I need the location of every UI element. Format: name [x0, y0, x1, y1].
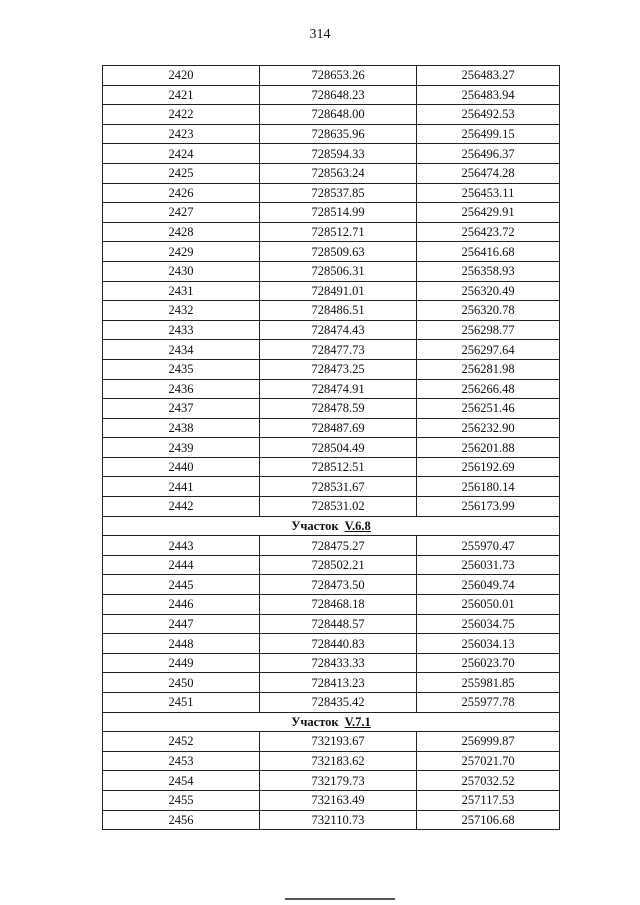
point-number-cell: 2430: [103, 261, 260, 281]
x-coordinate-cell: 728487.69: [260, 418, 417, 438]
x-coordinate-cell: 728531.67: [260, 477, 417, 497]
x-coordinate-cell: 728475.27: [260, 536, 417, 556]
y-coordinate-cell: 256499.15: [417, 124, 560, 144]
x-coordinate-cell: 728448.57: [260, 614, 417, 634]
y-coordinate-cell: 256483.94: [417, 85, 560, 105]
point-number-cell: 2441: [103, 477, 260, 497]
point-number-cell: 2420: [103, 66, 260, 86]
x-coordinate-cell: 728413.23: [260, 673, 417, 693]
table-row: [103, 634, 560, 654]
table-row: [103, 66, 560, 86]
x-coordinate-cell: 732179.73: [260, 771, 417, 791]
x-coordinate-cell: 728477.73: [260, 340, 417, 360]
x-coordinate-cell: 728478.59: [260, 399, 417, 419]
y-coordinate-cell: 256474.28: [417, 163, 560, 183]
y-coordinate-cell: 256173.99: [417, 497, 560, 517]
y-coordinate-cell: 256320.78: [417, 301, 560, 321]
x-coordinate-cell: 728474.91: [260, 379, 417, 399]
x-coordinate-cell: 732183.62: [260, 751, 417, 771]
table-row: [103, 693, 560, 713]
table-row: [103, 340, 560, 360]
y-coordinate-cell: 256298.77: [417, 320, 560, 340]
point-number-cell: 2443: [103, 536, 260, 556]
table-row: [103, 203, 560, 223]
table-row: [103, 261, 560, 281]
table-row: [103, 418, 560, 438]
bottom-edge-rule: [285, 898, 395, 900]
point-number-cell: 2442: [103, 497, 260, 517]
x-coordinate-cell: 728648.23: [260, 85, 417, 105]
table-row: [103, 144, 560, 164]
x-coordinate-cell: 728563.24: [260, 163, 417, 183]
table-row: [103, 320, 560, 340]
point-number-cell: 2455: [103, 790, 260, 810]
table-row: [103, 183, 560, 203]
x-coordinate-cell: 728653.26: [260, 66, 417, 86]
y-coordinate-cell: 256031.73: [417, 555, 560, 575]
y-coordinate-cell: 256023.70: [417, 653, 560, 673]
x-coordinate-cell: 728504.49: [260, 438, 417, 458]
x-coordinate-cell: 728474.43: [260, 320, 417, 340]
x-coordinate-cell: 728512.51: [260, 457, 417, 477]
table-row: [103, 614, 560, 634]
point-number-cell: 2436: [103, 379, 260, 399]
table-row: [103, 790, 560, 810]
point-number-cell: 2454: [103, 771, 260, 791]
x-coordinate-cell: 728435.42: [260, 693, 417, 713]
table-row: [103, 751, 560, 771]
x-coordinate-cell: 732163.49: [260, 790, 417, 810]
table-row: [103, 379, 560, 399]
table-row: [103, 438, 560, 458]
table-row: [103, 575, 560, 595]
table-row: [103, 242, 560, 262]
table-row: [103, 477, 560, 497]
y-coordinate-cell: 256496.37: [417, 144, 560, 164]
x-coordinate-cell: 728635.96: [260, 124, 417, 144]
x-coordinate-cell: 728473.50: [260, 575, 417, 595]
point-number-cell: 2444: [103, 555, 260, 575]
y-coordinate-cell: 256251.46: [417, 399, 560, 419]
table-row: [103, 810, 560, 830]
y-coordinate-cell: 256492.53: [417, 105, 560, 125]
page-number: 314: [309, 27, 331, 42]
y-coordinate-cell: 256483.27: [417, 66, 560, 86]
table-row: [103, 124, 560, 144]
section-header-row: [103, 516, 560, 536]
x-coordinate-cell: 728512.71: [260, 222, 417, 242]
point-number-cell: 2426: [103, 183, 260, 203]
point-number-cell: 2434: [103, 340, 260, 360]
x-coordinate-cell: 728502.21: [260, 555, 417, 575]
y-coordinate-cell: 256453.11: [417, 183, 560, 203]
table-row: [103, 497, 560, 517]
point-number-cell: 2447: [103, 614, 260, 634]
x-coordinate-cell: 732193.67: [260, 732, 417, 752]
x-coordinate-cell: 728594.33: [260, 144, 417, 164]
y-coordinate-cell: 255981.85: [417, 673, 560, 693]
x-coordinate-cell: 728473.25: [260, 359, 417, 379]
table-row: [103, 301, 560, 321]
y-coordinate-cell: 256049.74: [417, 575, 560, 595]
y-coordinate-cell: 256999.87: [417, 732, 560, 752]
table-row: [103, 281, 560, 301]
table-row: [103, 359, 560, 379]
y-coordinate-cell: 256320.49: [417, 281, 560, 301]
y-coordinate-cell: 255970.47: [417, 536, 560, 556]
point-number-cell: 2429: [103, 242, 260, 262]
point-number-cell: 2445: [103, 575, 260, 595]
x-coordinate-cell: 728506.31: [260, 261, 417, 281]
x-coordinate-cell: 728468.18: [260, 595, 417, 615]
point-number-cell: 2438: [103, 418, 260, 438]
y-coordinate-cell: 257021.70: [417, 751, 560, 771]
section-label: Участок: [291, 518, 339, 533]
x-coordinate-cell: 728440.83: [260, 634, 417, 654]
y-coordinate-cell: 256297.64: [417, 340, 560, 360]
point-number-cell: 2450: [103, 673, 260, 693]
point-number-cell: 2451: [103, 693, 260, 713]
table-row: [103, 771, 560, 791]
point-number-cell: 2453: [103, 751, 260, 771]
point-number-cell: 2423: [103, 124, 260, 144]
y-coordinate-cell: 256180.14: [417, 477, 560, 497]
table-row: [103, 163, 560, 183]
x-coordinate-cell: 728514.99: [260, 203, 417, 223]
x-coordinate-cell: 728537.85: [260, 183, 417, 203]
y-coordinate-cell: 255977.78: [417, 693, 560, 713]
point-number-cell: 2456: [103, 810, 260, 830]
y-coordinate-cell: 257117.53: [417, 790, 560, 810]
y-coordinate-cell: 256050.01: [417, 595, 560, 615]
table-row: [103, 653, 560, 673]
point-number-cell: 2433: [103, 320, 260, 340]
table-row: [103, 732, 560, 752]
table-row: [103, 555, 560, 575]
x-coordinate-cell: 732110.73: [260, 810, 417, 830]
y-coordinate-cell: 256429.91: [417, 203, 560, 223]
point-number-cell: 2424: [103, 144, 260, 164]
point-number-cell: 2427: [103, 203, 260, 223]
table-row: [103, 85, 560, 105]
table-row: [103, 105, 560, 125]
point-number-cell: 2449: [103, 653, 260, 673]
section-label: Участок: [291, 714, 339, 729]
section-header-row: [103, 712, 560, 732]
y-coordinate-cell: 257106.68: [417, 810, 560, 830]
table-row: [103, 536, 560, 556]
y-coordinate-cell: 257032.52: [417, 771, 560, 791]
y-coordinate-cell: 256423.72: [417, 222, 560, 242]
x-coordinate-cell: 728509.63: [260, 242, 417, 262]
table-row: [103, 222, 560, 242]
y-coordinate-cell: 256232.90: [417, 418, 560, 438]
section-code: V.6.8: [344, 518, 371, 533]
y-coordinate-cell: 256201.88: [417, 438, 560, 458]
y-coordinate-cell: 256034.13: [417, 634, 560, 654]
x-coordinate-cell: 728648.00: [260, 105, 417, 125]
coordinates-table-body: [103, 66, 560, 830]
x-coordinate-cell: 728433.33: [260, 653, 417, 673]
point-number-cell: 2422: [103, 105, 260, 125]
point-number-cell: 2446: [103, 595, 260, 615]
section-header-cell: [103, 516, 560, 536]
y-coordinate-cell: 256034.75: [417, 614, 560, 634]
section-code: V.7.1: [344, 714, 371, 729]
point-number-cell: 2432: [103, 301, 260, 321]
coordinates-table: [102, 65, 560, 830]
point-number-cell: 2428: [103, 222, 260, 242]
table-row: [103, 399, 560, 419]
point-number-cell: 2452: [103, 732, 260, 752]
y-coordinate-cell: 256266.48: [417, 379, 560, 399]
point-number-cell: 2421: [103, 85, 260, 105]
point-number-cell: 2448: [103, 634, 260, 654]
point-number-cell: 2440: [103, 457, 260, 477]
table-row: [103, 673, 560, 693]
x-coordinate-cell: 728486.51: [260, 301, 417, 321]
y-coordinate-cell: 256192.69: [417, 457, 560, 477]
table-row: [103, 595, 560, 615]
y-coordinate-cell: 256416.68: [417, 242, 560, 262]
table-row: [103, 457, 560, 477]
point-number-cell: 2435: [103, 359, 260, 379]
point-number-cell: 2425: [103, 163, 260, 183]
y-coordinate-cell: 256358.93: [417, 261, 560, 281]
point-number-cell: 2437: [103, 399, 260, 419]
x-coordinate-cell: 728491.01: [260, 281, 417, 301]
section-header-cell: [103, 712, 560, 732]
point-number-cell: 2431: [103, 281, 260, 301]
y-coordinate-cell: 256281.98: [417, 359, 560, 379]
x-coordinate-cell: 728531.02: [260, 497, 417, 517]
point-number-cell: 2439: [103, 438, 260, 458]
